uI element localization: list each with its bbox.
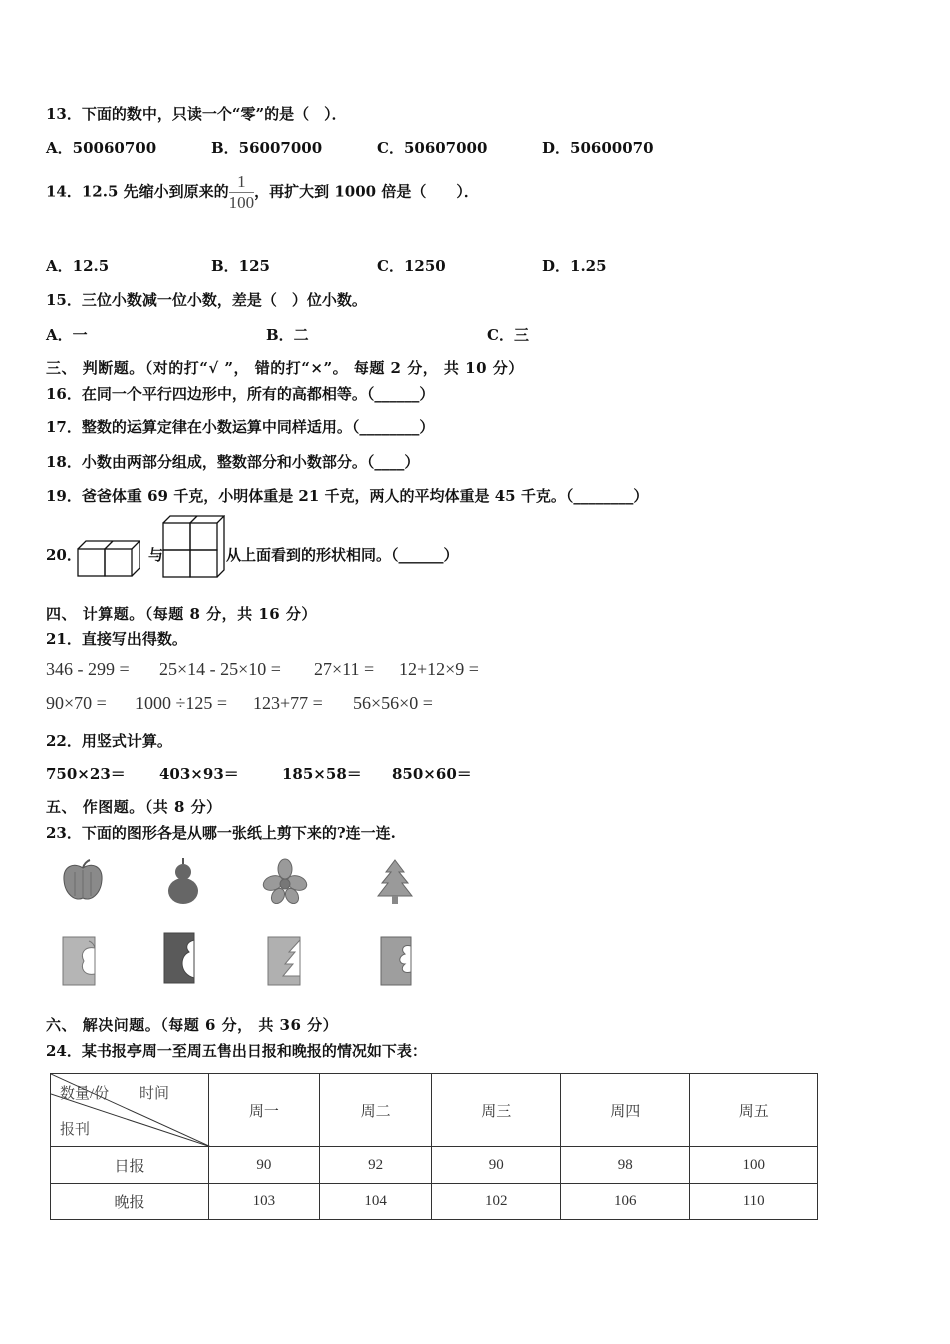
cubes-stack-figure: [161, 514, 225, 580]
corner-label-time: 时间: [139, 1086, 170, 1102]
q20-number: 20．: [46, 546, 82, 564]
tree-shape-icon[interactable]: [375, 858, 415, 906]
q13-option-a[interactable]: A．50060700: [46, 139, 157, 157]
table-header-day: 周四: [560, 1074, 689, 1147]
q14-stem-after: ，再扩大到 1000 倍是（ ）．: [254, 182, 479, 201]
table-cell: 98: [560, 1147, 689, 1184]
table-cell: 102: [432, 1184, 561, 1220]
table-header-day: 周五: [690, 1074, 818, 1147]
row-label: 日报: [51, 1147, 209, 1184]
q13-option-d[interactable]: D．50600070: [542, 139, 654, 157]
q15-option-c[interactable]: C．三: [487, 326, 529, 344]
table-header-row: [51, 1074, 818, 1147]
q21-expr-1: 346 - 299 =: [46, 659, 130, 679]
apple-shape-icon[interactable]: [60, 858, 106, 904]
q13-option-b[interactable]: B．56007000: [211, 139, 323, 157]
q14-option-d[interactable]: D．1.25: [542, 257, 607, 275]
q14-option-a[interactable]: A．12.5: [46, 257, 110, 275]
q19-text: 19．爸爸体重 69 千克，小明体重是 21 千克，两人的平均体重是 45 千克。（________）: [46, 487, 649, 505]
table-cell: 104: [319, 1184, 432, 1220]
q21-expr-4: 12+12×9 =: [399, 659, 479, 679]
q20-mid: 与: [148, 546, 164, 564]
table-cell: 103: [208, 1184, 319, 1220]
q15-stem: 15．三位小数减一位小数，差是（ ）位小数。: [46, 291, 367, 309]
table-cell: 92: [319, 1147, 432, 1184]
table-row: [51, 1184, 818, 1220]
table-cell: 90: [432, 1147, 561, 1184]
gourd-shape-icon[interactable]: [163, 856, 203, 906]
cubes-row-figure: [76, 529, 140, 579]
q14-option-b[interactable]: B．125: [211, 257, 270, 275]
q23-stem: 23．下面的图形各是从哪一张纸上剪下来的?连一连.: [46, 824, 396, 842]
section-4-heading: 四、 计算题。（每题 8 分，共 16 分）: [46, 605, 317, 623]
table-header-day: 周二: [319, 1074, 432, 1147]
corner-label-quantity: 数量/份: [60, 1086, 110, 1102]
folded-paper-gourd-icon[interactable]: [161, 930, 201, 986]
q15-option-b[interactable]: B．二: [266, 326, 309, 344]
table-header-day: 周一: [208, 1074, 319, 1147]
table-cell: 110: [690, 1184, 818, 1220]
folded-paper-flower-icon[interactable]: [378, 934, 418, 988]
q21-stem: 21．直接写出得数。: [46, 630, 187, 648]
table-header-day: 周三: [432, 1074, 561, 1147]
table-cell: 90: [208, 1147, 319, 1184]
table-row: [51, 1147, 818, 1184]
q14-fraction-numerator: 1: [229, 172, 255, 193]
table-cell: 100: [690, 1147, 818, 1184]
q14-stem: [46, 172, 479, 213]
q15-option-a[interactable]: A．一: [46, 326, 88, 344]
q21-expr-6: 1000 ÷125 =: [135, 693, 228, 713]
q22-item-1: 750×23＝: [46, 765, 126, 783]
q24-stem: 24．某书报亭周一至周五售出日报和晚报的情况如下表：: [46, 1042, 427, 1060]
section-6-heading: 六、 解决问题。（每题 6 分， 共 36 分）: [46, 1016, 339, 1034]
q14-fraction-denominator: 100: [228, 193, 255, 212]
folded-paper-apple-icon[interactable]: [60, 934, 100, 988]
q22-item-3: 185×58＝: [282, 765, 362, 783]
section-3-heading: 三、 判断题。（对的打“√ ”， 错的打“×”。 每题 2 分， 共 10 分）: [46, 359, 524, 377]
folded-paper-tree-icon[interactable]: [265, 934, 305, 988]
q22-stem: 22．用竖式计算。: [46, 732, 172, 750]
table-cell: 106: [560, 1184, 689, 1220]
q16-text: 16．在同一个平行四边形中，所有的高都相等。（______）: [46, 385, 435, 403]
q21-expr-7: 123+77 =: [253, 693, 323, 713]
table-corner-cell: [51, 1074, 209, 1147]
q13-option-c[interactable]: C．50607000: [377, 139, 488, 157]
row-label: 晚报: [51, 1184, 209, 1220]
section-5-heading: 五、 作图题。（共 8 分）: [46, 798, 222, 816]
q21-expr-3: 27×11 =: [314, 659, 375, 679]
q17-text: 17．整数的运算定律在小数运算中同样适用。（________）: [46, 418, 435, 436]
flower-shape-icon[interactable]: [262, 858, 308, 904]
q20-rest: 从上面看到的形状相同。（______）: [226, 546, 459, 564]
q14-stem-before: 14．12.5 先缩小到原来的: [46, 182, 229, 201]
q18-text: 18．小数由两部分组成，整数部分和小数部分。（____）: [46, 453, 420, 471]
q14-option-c[interactable]: C．1250: [377, 257, 446, 275]
q14-fraction: [229, 172, 255, 213]
sales-table: [50, 1073, 818, 1220]
q21-expr-8: 56×56×0 =: [353, 693, 433, 713]
corner-label-newspaper: 报刊: [60, 1122, 91, 1138]
q22-item-4: 850×60＝: [392, 765, 472, 783]
q13-stem: 13．下面的数中，只读一个“零”的是（ ）．: [46, 105, 347, 123]
q21-expr-2: 25×14 - 25×10 =: [159, 659, 281, 679]
q22-item-2: 403×93＝: [159, 765, 239, 783]
q21-expr-5: 90×70 =: [46, 693, 107, 713]
